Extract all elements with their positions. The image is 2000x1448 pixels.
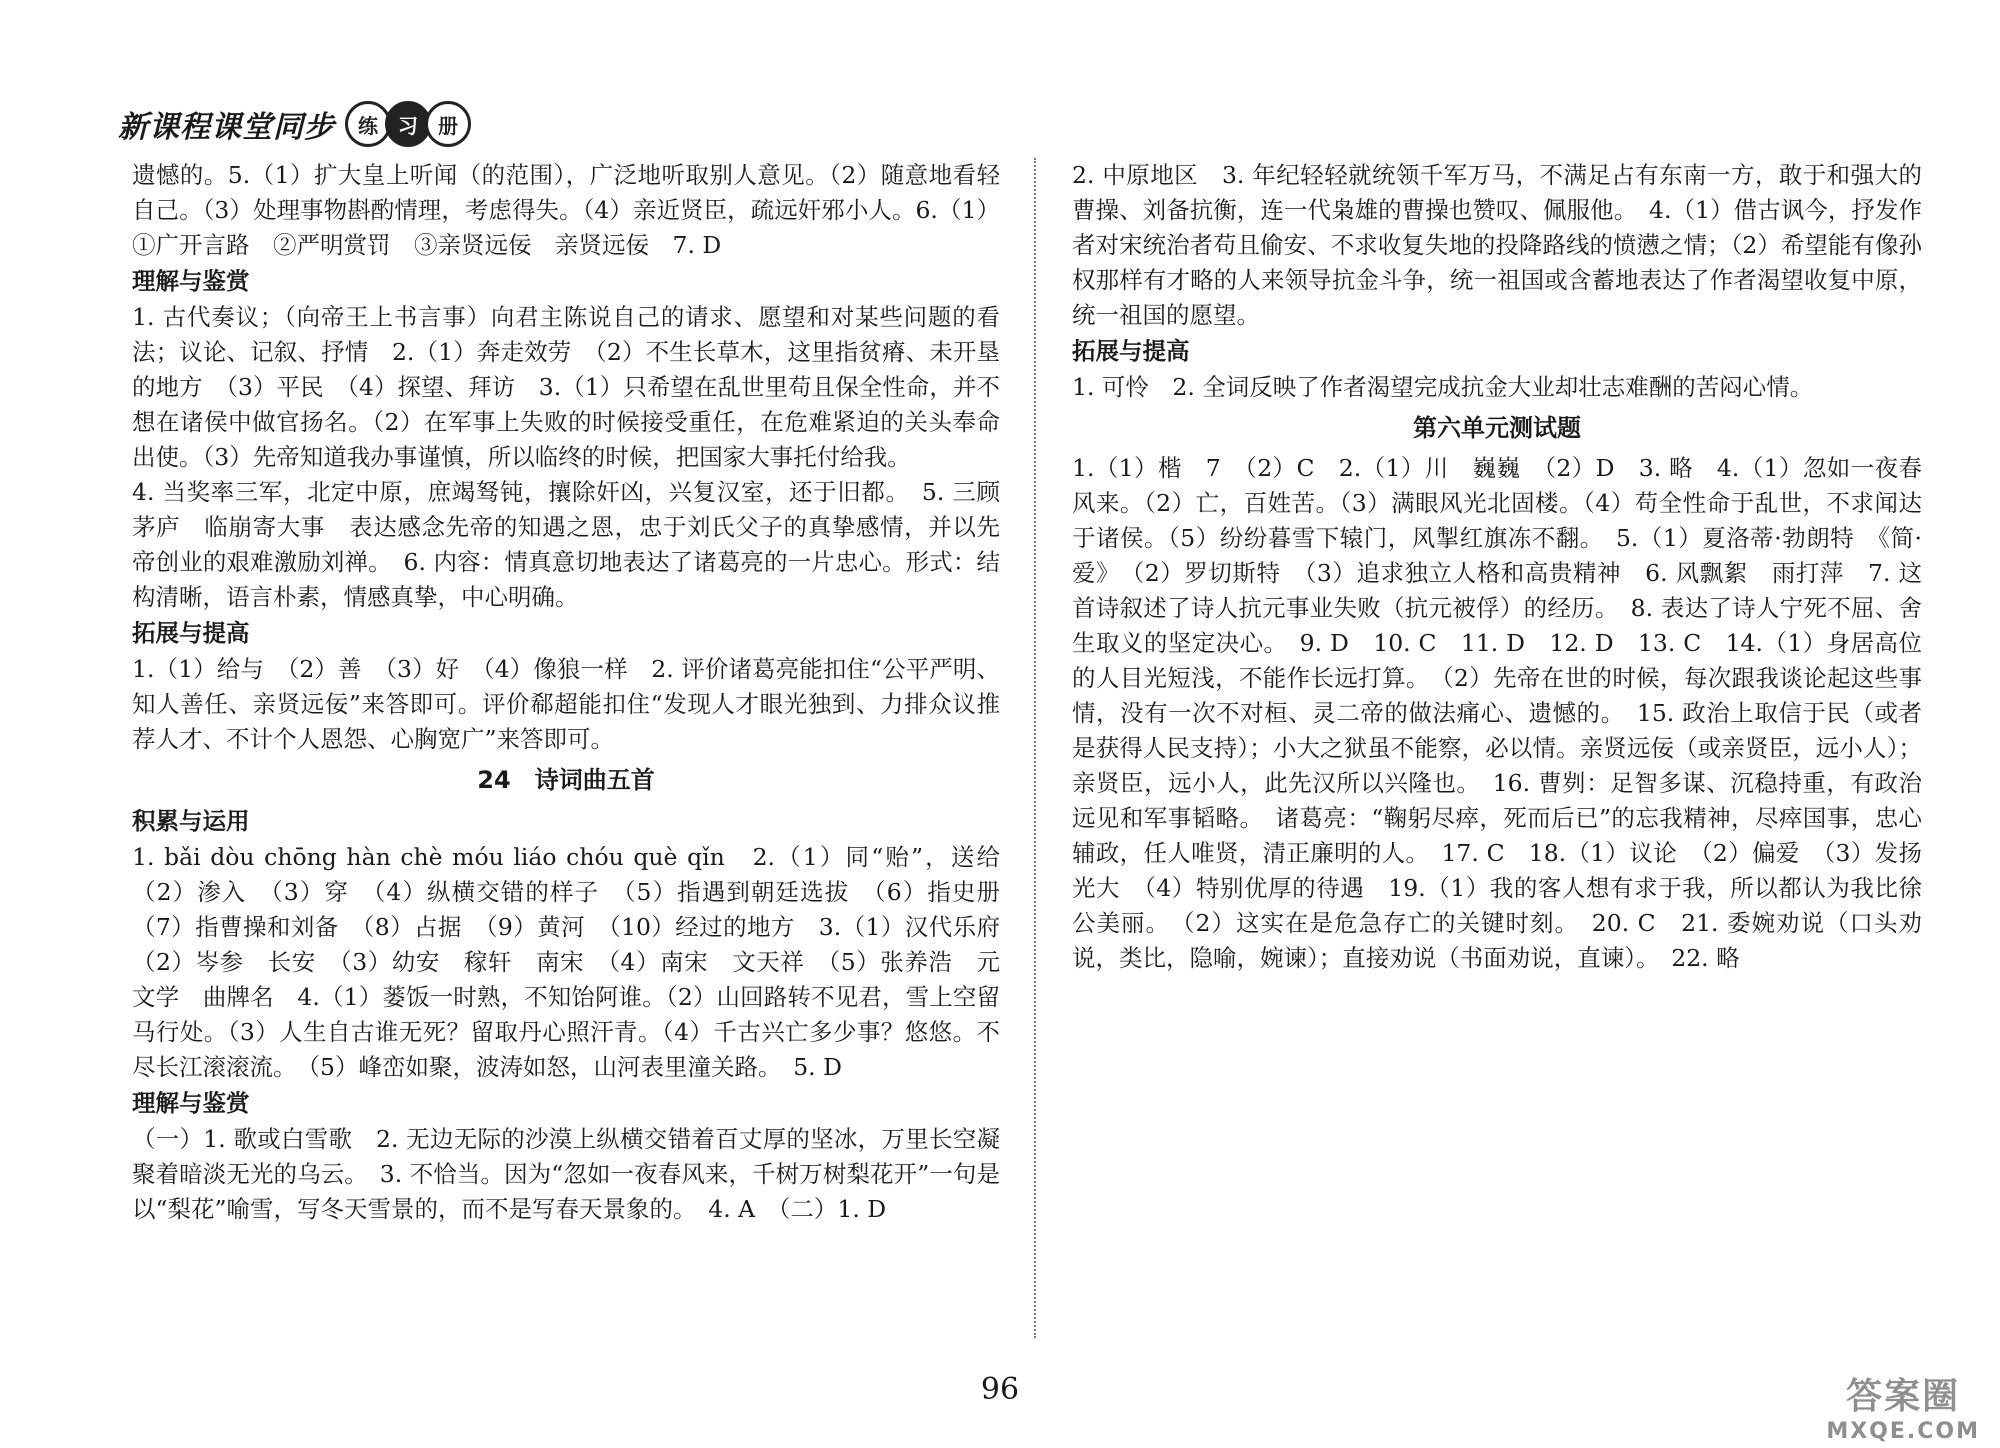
section-title: 24 诗词曲五首 — [477, 766, 655, 794]
header — [118, 98, 465, 150]
answer-paragraph: 1. bǎi dòu chōng hàn chè móu liáo chóu què qǐn 2.（1）同“贻”，送给 （2）渗入 （3）穿 （4）纵横交错的样子 （5）指遇到朝廷选拔 （6）指史册 （7）指曹操和刘备 （8）占据 （9）黄河 （10）经过的地方 3.（1）汉代乐府 （2）岑参 长安 （3）幼安 稼轩 南宋 （4）南宋 文天祥 （5）张养浩 元 文学 曲牌名 4.（1）蒌饭一时熟，不知饴阿谁。（2）山回路转不见君，雪上空留马行处。（3）人生自古谁无死？留取丹心照汗青。（4）千古兴亡多少事？悠悠。不尽长江滚滚流。 （5）峰峦如聚，波涛如怒，山河表里潼关路。 5. D — [132, 843, 1024, 1081]
answer-paragraph: 2. 中原地区 3. 年纪轻轻就统领千军万马，不满足占有东南一方，敢于和强大的曹操、刘备抗衡，连一代枭雄的曹操也赞叹、佩服他。 4.（1）借古讽今，抒发作者对宋统治者苟且偷安、不求收复失地的投降路线的愤懑之情；（2）希望能有像孙权那样有才略的人来领导抗金斗争，统一祖国或含蓄地表达了作者渴望收复中原，统一祖国的愿望。 — [1072, 161, 1922, 329]
watermark-text: 答案圈 — [1846, 1376, 1961, 1417]
brand-logo — [345, 101, 465, 147]
page-number: 96 — [980, 1372, 1020, 1407]
right-column — [1072, 158, 1922, 976]
subsection-heading: 理解与鉴赏 — [132, 267, 250, 295]
logo-char-1: 练 — [345, 101, 391, 147]
answer-paragraph: 1.（1）给与 （2）善 （3）好 （4）像狼一样 2. 评价诸葛亮能扣住“公平严明、知人善任、亲贤远佞”来答即可。评价郗超能扣住“发现人才眼光独到、力排众议推荐人才、不计个人恩怨、心胸宽广”来答即可。 — [132, 655, 1000, 753]
answer-paragraph: 4. 当奖率三军，北定中原，庶竭驽钝，攘除奸凶，兴复汉室，还于旧都。 5. 三顾茅庐 临崩寄大事 表达感念先帝的知遇之恩，忠于刘氏父子的真挚感情，并以先帝创业的艰难激励刘禅。 6. 内容：情真意切地表达了诸葛亮的一片忠心。形式：结构清晰，语言朴素，情感真挚，中心明确。 — [132, 478, 1000, 611]
watermark-logo — [1826, 1368, 1980, 1444]
subsection-heading: 拓展与提高 — [132, 619, 250, 647]
answer-paragraph: 1. 可怜 2. 全词反映了作者渴望完成抗金大业却壮志难酬的苦闷心情。 — [1072, 373, 1814, 401]
section-title: 第六单元测试题 — [1413, 414, 1581, 442]
answer-paragraph: 1. 古代奏议；（向帝王上书言事）向君主陈说自己的请求、愿望和对某些问题的看法；议论、记叙、抒情 2.（1）奔走效劳 （2）不生长草木，这里指贫瘠、未开垦的地方 （3）平民 （4）探望、拜访 3.（1）只希望在乱世里苟且保全性命，并不想在诸侯中做官扬名。（2）在军事上失败的时候接受重任，在危难紧迫的关头奉命出使。（3）先帝知道我办事谨慎，所以临终的时候，把国家大事托付给我。 — [132, 303, 1000, 471]
answer-paragraph: （一）1. 歌或白雪歌 2. 无边无际的沙漠上纵横交错着百丈厚的坚冰，万里长空凝聚着暗淡无光的乌云。 3. 不恰当。因为“忽如一夜春风来，千树万树梨花开”一句是以“梨花”喻雪，写冬天雪景的，而不是写春天景象的。 4. A （二）1. D — [132, 1125, 1000, 1223]
brand-title: 新课程课堂同步 — [118, 110, 335, 145]
answer-paragraph: 1.（1）楷 7 （2）C 2.（1）川 巍巍 （2）D 3. 略 4.（1）忽如一夜春风来。（2）亡，百姓苦。（3）满眼风光北固楼。（4）苟全性命于乱世，不求闻达于诸侯。（5）纷纷暮雪下辕门，风掣红旗冻不翻。 5.（1）夏洛蒂·勃朗特 《简·爱》 （2）罗切斯特 （3）追求独立人格和高贵精神 6. 风飘絮 雨打萍 7. 这首诗叙述了诗人抗元事业失败（抗元被俘）的经历。 8. 表达了诗人宁死不屈、舍生取义的坚定决心。 9. D 10. C 11. D 12. D 13. C 14.（1）身居高位的人目光短浅，不能作长远打算。 （2）先帝在世的时候，每次跟我谈论起这些事情，没有一次不对桓、灵二帝的做法痛心、遗憾的。 15. 政治上取信于民（或者是获得人民支持）；小大之狱虽不能察，必以情。亲贤远佞（或亲贤臣，远小人）；亲贤臣，远小人，此先汉所以兴隆也。 16. 曹刿：足智多谋、沉稳持重，有政治远见和军事韬略。 诸葛亮：“鞠躬尽瘁，死而后已”的忘我精神，尽瘁国事，忠心辅政，任人唯贤，清正廉明的人。 17. C 18.（1）议论 （2）偏爱 （3）发扬光大 （4）特别优厚的待遇 19.（1）我的客人想有求于我，所以都认为我比徐公美丽。 （2）这实在是危急存亡的关键时刻。 20. C 21. 委婉劝说（口头劝说，类比，隐喻，婉谏）；直接劝说（书面劝说，直谏）。 22. 略 — [1072, 454, 1922, 972]
subsection-heading: 拓展与提高 — [1072, 337, 1190, 365]
answer-paragraph: 遗憾的。5.（1）扩大皇上听闻（的范围），广泛地听取别人意见。（2）随意地看轻自己。（3）处理事物斟酌情理，考虑得失。（4）亲近贤臣，疏远奸邪小人。6.（1）①广开言路 ②严明赏罚 ③亲贤远佞 亲贤远佞 7. D — [132, 161, 1000, 259]
watermark-url: MXQE.COM — [1826, 1419, 1980, 1444]
left-column — [132, 158, 1024, 1227]
logo-char-3: 册 — [425, 101, 471, 147]
column-divider — [1034, 158, 1036, 1338]
subsection-heading: 积累与运用 — [132, 807, 250, 835]
logo-char-2: 习 — [385, 101, 431, 147]
subsection-heading: 理解与鉴赏 — [132, 1089, 250, 1117]
